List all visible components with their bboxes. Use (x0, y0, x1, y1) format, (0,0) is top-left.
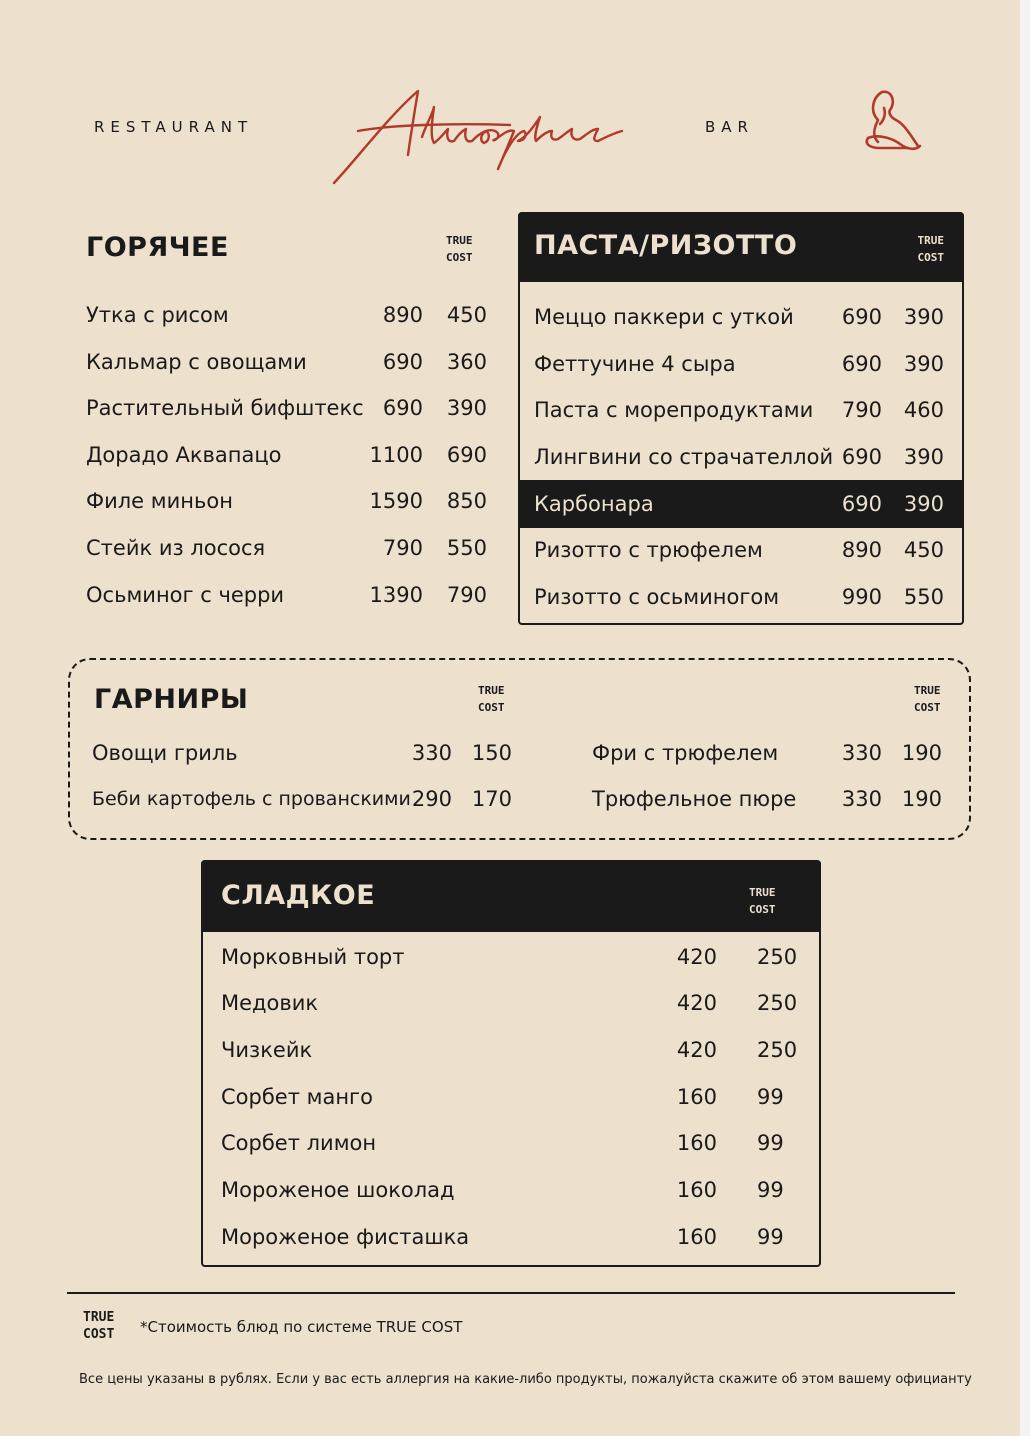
menu-item: Мороженое шоколад 160 99 (221, 1178, 784, 1202)
menu-item: Ризотто с осьминогом 990 550 (534, 585, 944, 609)
woman-silhouette-icon (858, 88, 928, 156)
menu-item: Осьминог с черри 1390 790 (86, 583, 487, 607)
menu-item: Филе миньон 1590 850 (86, 489, 487, 513)
dessert-header (201, 860, 821, 932)
dessert-title: СЛАДКОЕ (221, 880, 376, 911)
true-cost-header: TRUE COST (749, 886, 776, 916)
sides-title: ГАРНИРЫ (94, 684, 249, 715)
menu-item: Меццо паккери с уткой 690 390 (534, 305, 944, 329)
pasta-header (518, 212, 964, 282)
true-cost-footer-label: TRUE COST (83, 1310, 115, 1342)
menu-item: Фри с трюфелем 330 190 (592, 741, 942, 765)
dessert-section (201, 860, 821, 1267)
menu-item: Феттучине 4 сыра 690 390 (534, 352, 944, 376)
menu-item: Сорбет манго 160 99 (221, 1085, 784, 1109)
menu-item: Паста с морепродуктами 790 460 (534, 398, 944, 422)
menu-item: Трюфельное пюре 330 190 (592, 787, 942, 811)
footer-divider (67, 1292, 955, 1294)
pasta-section (518, 212, 964, 625)
true-cost-header: TRUE COST (478, 684, 505, 714)
true-cost-note: *Стоимость блюд по системе TRUE COST (140, 1318, 463, 1336)
menu-item: Мороженое фисташка 160 99 (221, 1225, 784, 1249)
menu-item: Дорадо Аквапацо 1100 690 (86, 443, 487, 467)
true-cost-header: TRUE COST (446, 234, 473, 264)
menu-item: Беби картофель с прованскими 290 170 (92, 787, 512, 811)
menu-item: Растительный бифштекс 690 390 (86, 396, 487, 420)
restaurant-label: RESTAURANT (94, 118, 254, 136)
menu-item: Медовик 420 250 (221, 991, 798, 1015)
page-edge (1020, 0, 1030, 1436)
menu-item: Овощи гриль 330 150 (92, 741, 512, 765)
menu-item: Стейк из лосося 790 550 (86, 536, 487, 560)
hot-section (86, 222, 491, 622)
sides-section (68, 658, 971, 840)
bar-label: BAR (705, 118, 754, 136)
true-cost-header: TRUE COST (914, 684, 941, 714)
menu-item: Утка с рисом 890 450 (86, 303, 487, 327)
menu-item: Морковный торт 420 250 (221, 945, 798, 969)
hot-title: ГОРЯЧЕЕ (86, 232, 229, 263)
atmosphere-logo (330, 85, 630, 190)
menu-item: Кальмар с овощами 690 360 (86, 350, 487, 374)
menu-item-highlighted: Карбонара 690 390 (518, 480, 964, 528)
menu-item: Сорбет лимон 160 99 (221, 1131, 784, 1155)
allergy-note: Все цены указаны в рублях. Если у вас есть аллергия на какие-либо продукты, пожалуйста скажите об этом вашему официанту (79, 1372, 972, 1387)
pasta-title: ПАСТА/РИЗОТТО (534, 230, 798, 261)
menu-item: Ризотто с трюфелем 890 450 (534, 538, 944, 562)
menu-item: Лингвини со страчателлой 690 390 (534, 445, 944, 469)
true-cost-header: TRUE COST (917, 234, 944, 264)
menu-item: Чизкейк 420 250 (221, 1038, 798, 1062)
